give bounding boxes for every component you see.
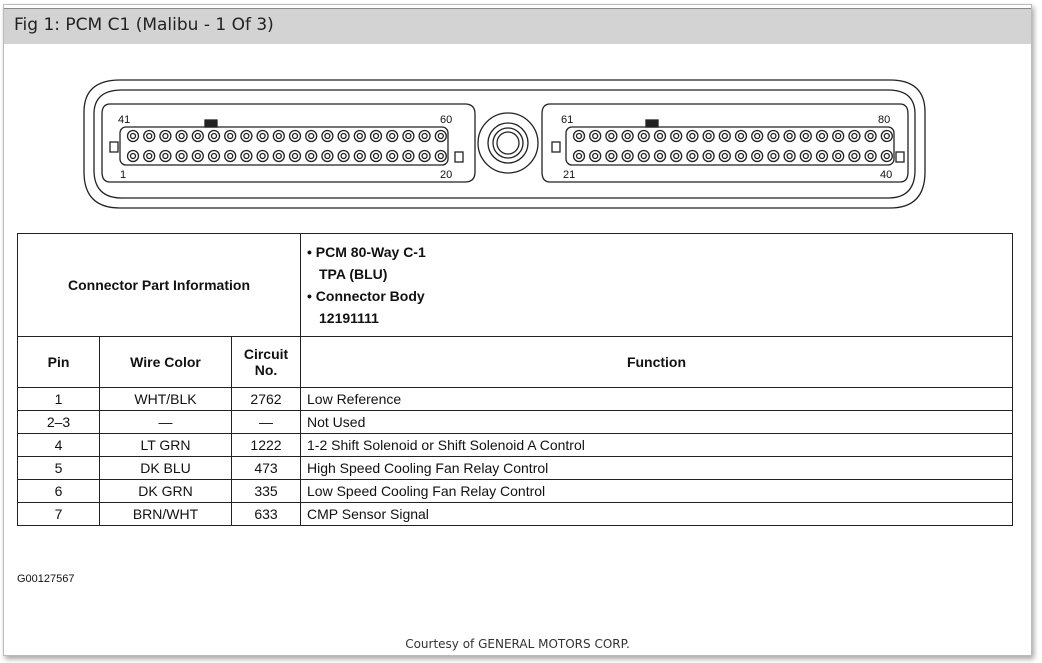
pin-label: 60 <box>440 114 453 126</box>
pin-hole <box>131 154 136 159</box>
pin-hole <box>144 131 155 142</box>
pin-hole <box>638 151 649 162</box>
cell-function: CMP Sensor Signal <box>301 503 1013 526</box>
pin-hole <box>817 151 828 162</box>
pin-hole <box>625 134 630 139</box>
pin-hole <box>387 131 398 142</box>
pin-hole <box>371 151 382 162</box>
pin-hole <box>658 154 663 159</box>
pin-hole <box>787 154 792 159</box>
pin-hole <box>671 131 682 142</box>
header-pin: Pin <box>18 337 100 388</box>
pin-hole <box>257 131 268 142</box>
pin-hole <box>128 151 139 162</box>
pin-hole <box>147 134 152 139</box>
header-circuit-line: No. <box>254 362 278 378</box>
pin-hole <box>593 154 598 159</box>
pin-hole <box>260 154 265 159</box>
pin-hole <box>865 131 876 142</box>
pin-hole <box>577 134 582 139</box>
pin-hole <box>868 154 873 159</box>
pin-hole <box>719 131 730 142</box>
figure-id: G00127567 <box>17 573 75 585</box>
cell-function: Low Speed Cooling Fan Relay Control <box>301 480 1013 503</box>
pin-hole <box>852 154 857 159</box>
pin-hole <box>881 131 892 142</box>
pin-hole <box>674 154 679 159</box>
pin-label: 20 <box>440 169 453 181</box>
part-info-list <box>307 241 1006 329</box>
table-row <box>18 388 1013 411</box>
pin-hole <box>736 131 747 142</box>
pin-label: 1 <box>120 169 127 181</box>
cell-function: High Speed Cooling Fan Relay Control <box>301 457 1013 480</box>
pin-hole <box>784 131 795 142</box>
pin-hole <box>836 154 841 159</box>
pin-hole <box>244 154 249 159</box>
pin-hole <box>641 134 646 139</box>
pin-hole <box>290 151 301 162</box>
figure-title: Fig 1: PCM C1 (Malibu - 1 Of 3) <box>14 15 274 35</box>
pin-hole <box>225 131 236 142</box>
pin-hole <box>833 131 844 142</box>
pin-hole <box>228 134 233 139</box>
pin-hole <box>820 154 825 159</box>
pin-hole <box>176 131 187 142</box>
pin-hole <box>131 134 136 139</box>
pin-hole <box>658 134 663 139</box>
pin-label: 21 <box>563 169 576 181</box>
pin-hole <box>273 151 284 162</box>
cell-pin: 4 <box>18 434 100 457</box>
pin-hole <box>719 151 730 162</box>
pin-hole <box>800 151 811 162</box>
table-row <box>18 480 1013 503</box>
cell-pin: 1 <box>18 388 100 411</box>
pin-hole <box>817 131 828 142</box>
pin-hole <box>687 151 698 162</box>
pin-hole <box>606 131 617 142</box>
pin-hole <box>387 151 398 162</box>
pin-hole <box>354 151 365 162</box>
pin-hole <box>371 131 382 142</box>
pin-hole <box>163 154 168 159</box>
pin-hole <box>690 134 695 139</box>
pin-hole <box>752 151 763 162</box>
pin-hole <box>606 151 617 162</box>
pin-hole <box>722 154 727 159</box>
pin-hole <box>406 154 411 159</box>
part-info-line: • Connector Body <box>307 285 1006 307</box>
pin-hole <box>176 151 187 162</box>
pin-hole <box>419 131 430 142</box>
pin-label: 61 <box>561 114 574 126</box>
pin-hole <box>228 154 233 159</box>
pin-hole <box>374 134 379 139</box>
cell-circuit: 1222 <box>232 434 301 457</box>
pin-hole <box>674 134 679 139</box>
pin-table <box>17 233 1013 526</box>
pin-hole <box>622 151 633 162</box>
pin-hole <box>739 154 744 159</box>
pin-hole <box>195 134 200 139</box>
cell-wire-color: LT GRN <box>100 434 232 457</box>
cell-wire-color: DK GRN <box>100 480 232 503</box>
cell-wire-color: DK BLU <box>100 457 232 480</box>
pin-hole <box>755 134 760 139</box>
pin-hole <box>739 134 744 139</box>
figure-title-bar <box>4 8 1031 44</box>
cell-function: 1-2 Shift Solenoid or Shift Solenoid A Control <box>301 434 1013 457</box>
pin-hole <box>435 151 446 162</box>
pin-hole <box>435 131 446 142</box>
pin-hole <box>290 131 301 142</box>
pin-hole <box>325 134 330 139</box>
pin-hole <box>703 131 714 142</box>
pin-hole <box>260 134 265 139</box>
connector-diagram <box>80 72 940 217</box>
pin-hole <box>687 131 698 142</box>
cell-function: Not Used <box>301 411 1013 434</box>
pin-hole <box>338 131 349 142</box>
pin-label: 41 <box>118 114 131 126</box>
pin-hole <box>800 131 811 142</box>
pin-hole <box>192 131 203 142</box>
pin-hole <box>784 151 795 162</box>
pin-hole <box>144 151 155 162</box>
table-row <box>18 411 1013 434</box>
pin-hole <box>690 154 695 159</box>
pin-hole <box>771 134 776 139</box>
pin-hole <box>641 154 646 159</box>
cell-circuit: — <box>232 411 301 434</box>
pin-hole <box>881 151 892 162</box>
pin-hole <box>419 151 430 162</box>
cell-function: Low Reference <box>301 388 1013 411</box>
pin-hole <box>241 131 252 142</box>
pin-hole <box>574 151 585 162</box>
pin-hole <box>293 154 298 159</box>
pin-hole <box>803 154 808 159</box>
pin-hole <box>625 154 630 159</box>
pin-hole <box>671 151 682 162</box>
pin-hole <box>212 154 217 159</box>
pin-hole <box>357 154 362 159</box>
table-row <box>18 457 1013 480</box>
pin-hole <box>406 134 411 139</box>
pin-hole <box>338 151 349 162</box>
part-info-row <box>18 234 1013 337</box>
pin-hole <box>241 151 252 162</box>
pin-hole <box>609 134 614 139</box>
pin-hole <box>341 154 346 159</box>
pin-hole <box>403 131 414 142</box>
pin-hole <box>403 151 414 162</box>
pin-hole <box>192 151 203 162</box>
pin-hole <box>438 134 443 139</box>
pin-hole <box>354 131 365 142</box>
pin-label: 40 <box>880 169 893 181</box>
pin-hole <box>209 131 220 142</box>
pin-hole <box>322 151 333 162</box>
pin-hole <box>257 151 268 162</box>
pin-hole <box>833 151 844 162</box>
cell-pin: 6 <box>18 480 100 503</box>
pin-hole <box>195 154 200 159</box>
header-wire-color: Wire Color <box>100 337 232 388</box>
pin-hole <box>574 131 585 142</box>
pin-hole <box>638 131 649 142</box>
pin-hole <box>706 154 711 159</box>
pin-hole <box>225 151 236 162</box>
pin-hole <box>755 154 760 159</box>
pin-hole <box>865 151 876 162</box>
pin-hole <box>128 131 139 142</box>
pin-hole <box>179 134 184 139</box>
cell-wire-color: WHT/BLK <box>100 388 232 411</box>
pin-hole <box>787 134 792 139</box>
part-info-line: • PCM 80-Way C-1 <box>307 241 1006 263</box>
pin-hole <box>849 131 860 142</box>
pin-hole <box>852 134 857 139</box>
pin-hole <box>868 134 873 139</box>
pin-hole <box>803 134 808 139</box>
pin-hole <box>390 134 395 139</box>
pin-hole <box>593 134 598 139</box>
pin-hole <box>209 151 220 162</box>
pin-hole <box>306 131 317 142</box>
pin-label: 80 <box>878 114 891 126</box>
pin-hole <box>771 154 776 159</box>
table-row <box>18 503 1013 526</box>
cell-pin: 5 <box>18 457 100 480</box>
header-function: Function <box>301 337 1013 388</box>
pin-hole <box>309 134 314 139</box>
cell-circuit: 335 <box>232 480 301 503</box>
part-info-line: TPA (BLU) <box>319 266 388 282</box>
part-info-line: 12191111 <box>319 310 379 326</box>
pin-hole <box>768 151 779 162</box>
pin-hole <box>768 131 779 142</box>
pin-hole <box>322 131 333 142</box>
pin-hole <box>820 134 825 139</box>
pin-hole <box>390 154 395 159</box>
pin-hole <box>884 154 889 159</box>
pin-hole <box>309 154 314 159</box>
cell-wire-color: — <box>100 411 232 434</box>
pin-hole <box>655 131 666 142</box>
pin-hole <box>577 154 582 159</box>
pin-hole <box>655 151 666 162</box>
pin-hole <box>160 151 171 162</box>
pin-hole <box>722 134 727 139</box>
pin-hole <box>306 151 317 162</box>
pin-hole <box>147 154 152 159</box>
pin-hole <box>736 151 747 162</box>
cell-pin: 2–3 <box>18 411 100 434</box>
pin-hole <box>849 151 860 162</box>
pin-hole <box>706 134 711 139</box>
pin-hole <box>160 131 171 142</box>
cell-pin: 7 <box>18 503 100 526</box>
pin-hole <box>179 154 184 159</box>
table-header-row <box>18 337 1013 388</box>
pin-hole <box>836 134 841 139</box>
part-info-label: Connector Part Information <box>18 234 301 337</box>
pin-hole <box>276 134 281 139</box>
pin-hole <box>422 154 427 159</box>
pin-hole <box>341 134 346 139</box>
pin-hole <box>374 154 379 159</box>
pin-hole <box>276 154 281 159</box>
pin-hole <box>752 131 763 142</box>
pin-hole <box>293 134 298 139</box>
header-circuit <box>232 337 301 388</box>
pin-hole <box>590 151 601 162</box>
cell-circuit: 633 <box>232 503 301 526</box>
pin-hole <box>212 134 217 139</box>
pin-hole <box>325 154 330 159</box>
pin-hole <box>273 131 284 142</box>
cell-wire-color: BRN/WHT <box>100 503 232 526</box>
pin-hole <box>438 154 443 159</box>
pin-hole <box>163 134 168 139</box>
header-circuit-line: Circuit <box>243 346 289 362</box>
pin-hole <box>884 134 889 139</box>
pin-hole <box>609 154 614 159</box>
pin-hole <box>422 134 427 139</box>
cell-circuit: 473 <box>232 457 301 480</box>
pin-hole <box>622 131 633 142</box>
pin-holes <box>128 131 893 162</box>
pin-hole <box>703 151 714 162</box>
table-row <box>18 434 1013 457</box>
courtesy-text: Courtesy of GENERAL MOTORS CORP. <box>405 637 630 651</box>
pin-hole <box>590 131 601 142</box>
pin-hole <box>244 134 249 139</box>
cell-circuit: 2762 <box>232 388 301 411</box>
pin-hole <box>357 134 362 139</box>
